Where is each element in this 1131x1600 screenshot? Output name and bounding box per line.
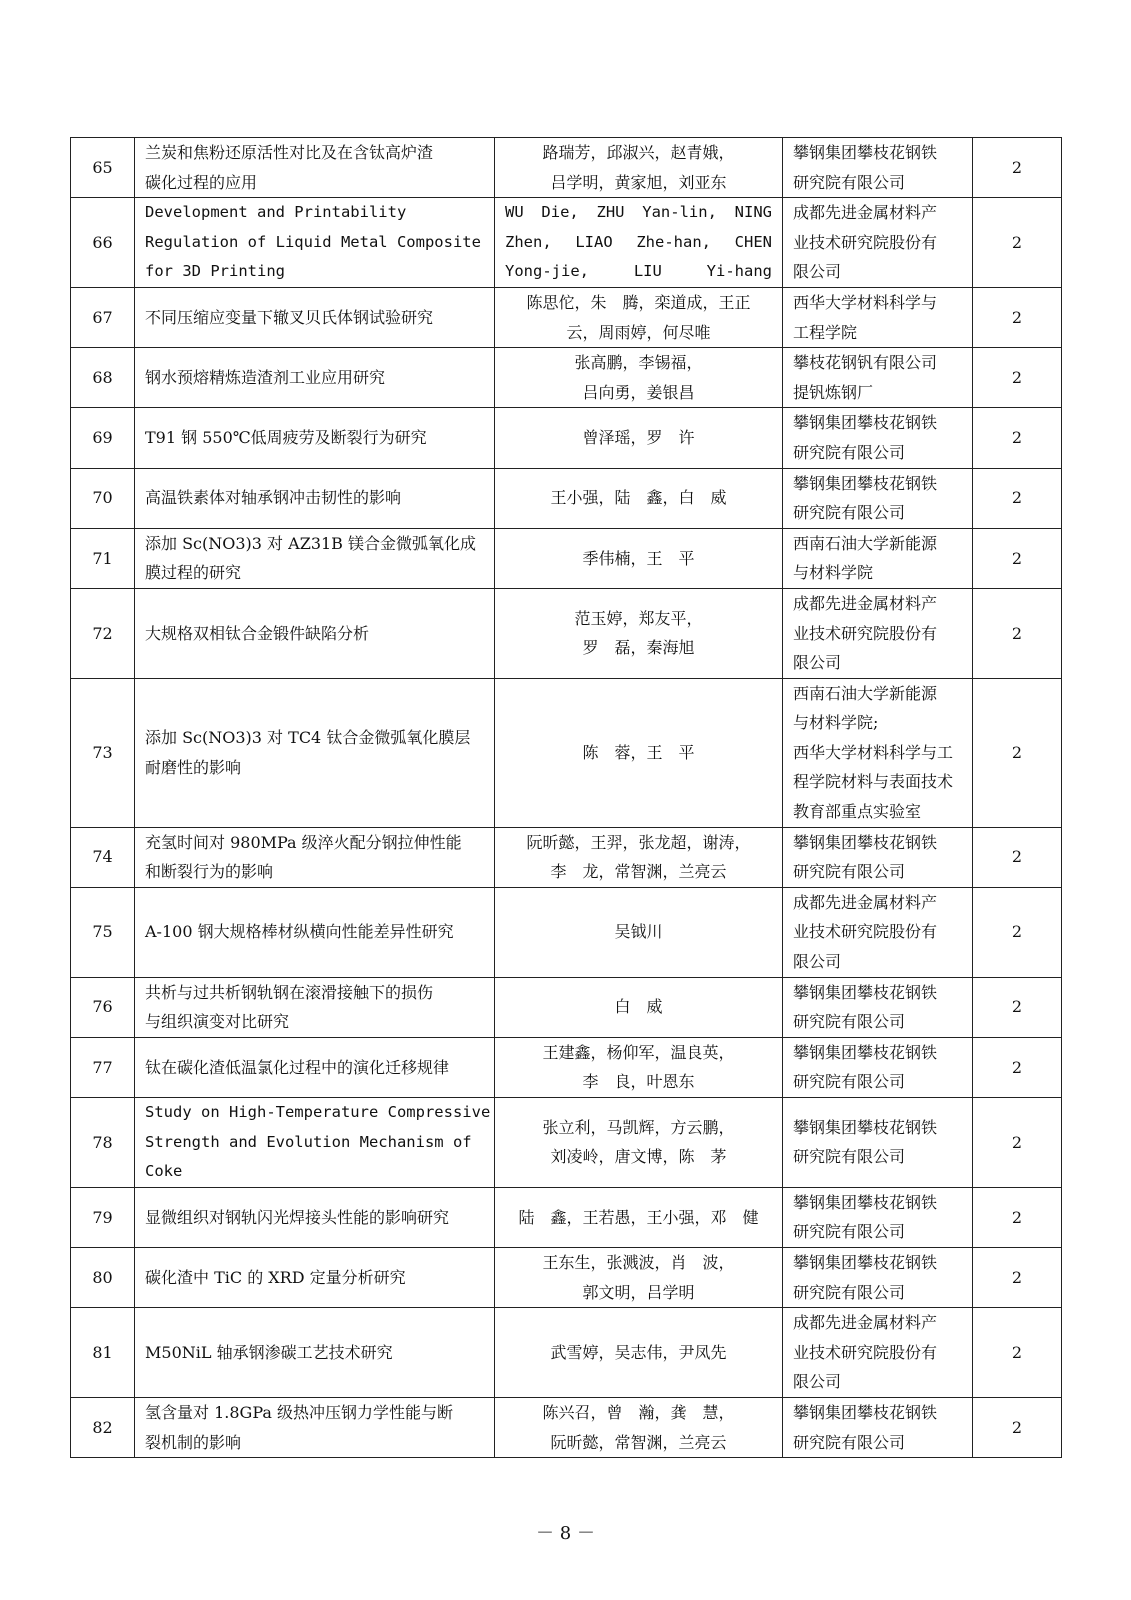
row-number: 70: [71, 468, 135, 528]
author-institution-line: 研究院有限公司: [793, 1147, 906, 1167]
author-institution-line: 与材料学院: [793, 563, 874, 583]
author-institution-line: 研究院有限公司: [793, 503, 906, 523]
table-row: [71, 1037, 1062, 1097]
author-institution-line: 业技术研究院股份有: [793, 922, 938, 942]
paper-authors-line: 范玉婷，郑友平，: [574, 608, 703, 628]
paper-authors-line: 陈思佗，朱 腾，栾道成，王正: [526, 292, 751, 312]
row-number: 65: [71, 138, 135, 198]
row-number: 81: [71, 1308, 135, 1398]
paper-title: [135, 887, 495, 977]
paper-title: [135, 588, 495, 678]
paper-authors-line: 路瑞芳，邱淑兴，赵青娥，: [542, 143, 735, 162]
author-institution: [783, 468, 973, 528]
paper-authors-line: 季伟楠，王 平: [582, 548, 695, 568]
row-number: 82: [71, 1397, 135, 1457]
author-institution: [783, 827, 973, 887]
author-institution: [783, 1308, 973, 1398]
paper-authors-line: 王建鑫，杨仰军，温良英，: [542, 1042, 735, 1062]
paper-authors: [495, 1308, 783, 1398]
paper-score: 2: [973, 1037, 1062, 1097]
paper-authors-line: 李 龙，常智渊，兰亮云: [550, 862, 727, 882]
paper-authors-line: 武雪婷，吴志伟，尹凤先: [550, 1342, 727, 1362]
author-institution: [783, 198, 973, 288]
author-institution: [783, 1397, 973, 1457]
author-institution-line: 业技术研究院股份有: [793, 1342, 938, 1362]
row-number: 77: [71, 1037, 135, 1097]
table-row: [71, 678, 1062, 827]
author-institution: [783, 1037, 973, 1097]
paper-title: [135, 528, 495, 588]
table-row: [71, 528, 1062, 588]
paper-authors: [495, 287, 783, 347]
table-row: [71, 1187, 1062, 1247]
row-number: 66: [71, 198, 135, 288]
paper-title-line: Regulation of Liquid Metal Composite: [145, 232, 481, 251]
paper-authors: [495, 1397, 783, 1457]
paper-title: [135, 138, 495, 198]
paper-title: [135, 408, 495, 468]
row-number: 67: [71, 287, 135, 347]
author-institution-line: 工程学院: [793, 322, 858, 342]
paper-score: 2: [973, 1187, 1062, 1247]
paper-title-line: 添加 Sc(NO3)3 对 AZ31B 镁合金微弧氧化成: [145, 533, 477, 553]
paper-title: [135, 827, 495, 887]
paper-title-line: M50NiL 轴承钢渗碳工艺技术研究: [145, 1342, 393, 1362]
paper-title-line: Strength and Evolution Mechanism of: [145, 1132, 472, 1151]
paper-title: [135, 1187, 495, 1247]
paper-authors-line: 陆 鑫，王若愚，王小强，邓 健: [518, 1207, 759, 1227]
paper-title-line: 膜过程的研究: [145, 563, 242, 583]
row-number: 71: [71, 528, 135, 588]
paper-title: [135, 1098, 495, 1188]
paper-title-line: 碳化过程的应用: [145, 172, 258, 192]
paper-authors: [495, 468, 783, 528]
paper-title-line: for 3D Printing: [145, 262, 285, 281]
row-number: 68: [71, 348, 135, 408]
row-number: 80: [71, 1247, 135, 1307]
author-institution: [783, 1187, 973, 1247]
paper-authors: [495, 1247, 783, 1307]
author-institution: [783, 138, 973, 198]
paper-title: [135, 287, 495, 347]
author-institution-line: 研究院有限公司: [793, 1282, 906, 1302]
table-row: [71, 1308, 1062, 1398]
author-institution-line: 业技术研究院股份有: [793, 232, 938, 252]
table-row: [71, 887, 1062, 977]
paper-title-line: 与组织演变对比研究: [145, 1012, 290, 1032]
author-institution-line: 攀钢集团攀枝花钢铁: [793, 413, 938, 433]
paper-score: 2: [973, 528, 1062, 588]
paper-title: [135, 977, 495, 1037]
paper-title: [135, 1397, 495, 1457]
paper-authors: [495, 528, 783, 588]
paper-authors-line: WU Die, ZHU Yan-lin, NING: [505, 203, 772, 222]
paper-authors-line: 张高鹏，李锡福，: [574, 353, 703, 373]
author-institution-line: 成都先进金属材料产: [793, 892, 938, 912]
paper-score: 2: [973, 348, 1062, 408]
paper-authors-line: 云，周雨婷，何尽唯: [566, 322, 711, 342]
author-institution: [783, 287, 973, 347]
table-row: [71, 827, 1062, 887]
paper-authors-line: 吕向勇，姜银昌: [582, 382, 695, 402]
page-number: － 8 －: [536, 1523, 595, 1544]
author-institution-line: 成都先进金属材料产: [793, 203, 938, 223]
author-institution: [783, 887, 973, 977]
table-row: [71, 198, 1062, 288]
author-institution-line: 与材料学院;: [793, 713, 879, 733]
paper-score: 2: [973, 1247, 1062, 1307]
table-row: [71, 1247, 1062, 1307]
author-institution: [783, 977, 973, 1037]
author-institution-line: 提钒炼钢厂: [793, 382, 874, 402]
table-row: [71, 1397, 1062, 1457]
paper-authors-line: 陈兴召，曾 瀚，龚 慧，: [542, 1402, 735, 1422]
paper-authors: [495, 1187, 783, 1247]
author-institution-line: 攀钢集团攀枝花钢铁: [793, 1117, 938, 1137]
paper-authors-line: 阮昕懿，王羿，张龙超，谢涛，: [526, 832, 751, 852]
author-institution-line: 西华大学材料科学与工: [793, 742, 954, 762]
paper-authors-line: 王小强，陆 鑫，白 威: [550, 488, 727, 508]
table-row: [71, 468, 1062, 528]
paper-title-line: 高温铁素体对轴承钢冲击韧性的影响: [145, 488, 402, 508]
author-institution-line: 业技术研究院股份有: [793, 623, 938, 643]
author-institution: [783, 1098, 973, 1188]
paper-title: [135, 1308, 495, 1398]
paper-authors-line: 白 威: [614, 997, 663, 1017]
paper-authors: [495, 678, 783, 827]
paper-authors-line: 吴钺川: [614, 922, 663, 942]
paper-title-line: 充氢时间对 980MPa 级淬火配分钢拉伸性能: [145, 832, 462, 852]
paper-authors-line: Zhen, LIAO Zhe-han, CHEN: [505, 232, 772, 251]
author-institution-line: 研究院有限公司: [793, 862, 906, 882]
author-institution-line: 研究院有限公司: [793, 1012, 906, 1032]
table-row: [71, 348, 1062, 408]
paper-authors-line: 王东生，张溅波，肖 波，: [542, 1252, 735, 1272]
row-number: 69: [71, 408, 135, 468]
author-institution-line: 攀钢集团攀枝花钢铁: [793, 1192, 938, 1212]
table-row: [71, 287, 1062, 347]
author-institution-line: 成都先进金属材料产: [793, 593, 938, 613]
paper-authors-line: 吕学明，黄家旭，刘亚东: [550, 172, 727, 192]
table-row: [71, 588, 1062, 678]
author-institution-line: 研究院有限公司: [793, 172, 906, 192]
author-institution: [783, 678, 973, 827]
paper-score: 2: [973, 1098, 1062, 1188]
paper-authors: [495, 1037, 783, 1097]
paper-title-line: Study on High-Temperature Compressive: [145, 1103, 491, 1121]
paper-authors-line: 张立利，马凯辉，方云鹏，: [542, 1117, 735, 1137]
paper-authors-line: 李 良，叶恩东: [582, 1072, 695, 1092]
paper-score: 2: [973, 1397, 1062, 1457]
author-institution-line: 攀钢集团攀枝花钢铁: [793, 832, 938, 852]
paper-authors-line: 陈 蓉，王 平: [582, 742, 695, 762]
row-number: 76: [71, 977, 135, 1037]
paper-title-line: 兰炭和焦粉还原活性对比及在含钛高炉渣: [145, 143, 434, 162]
author-institution-line: 研究院有限公司: [793, 1432, 906, 1452]
paper-title-line: 大规格双相钛合金锻件缺陷分析: [145, 623, 370, 643]
author-institution-line: 限公司: [793, 952, 842, 972]
paper-list-table: [70, 137, 1062, 1458]
author-institution-line: 限公司: [793, 653, 842, 673]
paper-title: [135, 348, 495, 408]
paper-title-line: 添加 Sc(NO3)3 对 TC4 钛合金微弧氧化膜层: [145, 728, 471, 748]
paper-score: 2: [973, 408, 1062, 468]
paper-authors: [495, 588, 783, 678]
row-number: 78: [71, 1098, 135, 1188]
paper-score: 2: [973, 887, 1062, 977]
paper-title-line: Coke: [145, 1162, 183, 1181]
paper-title-line: 不同压缩应变量下辙叉贝氏体钢试验研究: [145, 307, 434, 327]
author-institution-line: 攀钢集团攀枝花钢铁: [793, 1402, 938, 1422]
paper-title-line: 氢含量对 1.8GPa 级热冲压钢力学性能与断: [145, 1402, 453, 1422]
paper-title: [135, 678, 495, 827]
paper-list-body: [71, 138, 1062, 1458]
author-institution-line: 限公司: [793, 1372, 842, 1392]
author-institution-line: 程学院材料与表面技术: [793, 772, 954, 792]
author-institution-line: 成都先进金属材料产: [793, 1313, 938, 1333]
paper-title-line: 裂机制的影响: [145, 1432, 242, 1452]
author-institution-line: 研究院有限公司: [793, 1222, 906, 1242]
author-institution-line: 西南石油大学新能源: [793, 683, 938, 703]
paper-score: 2: [973, 977, 1062, 1037]
author-institution-line: 西华大学材料科学与: [793, 292, 938, 312]
paper-title-line: 钛在碳化渣低温氯化过程中的演化迁移规律: [145, 1057, 450, 1077]
paper-authors: [495, 827, 783, 887]
paper-authors-line: 刘凌岭，唐文博，陈 茅: [550, 1147, 727, 1167]
paper-score: 2: [973, 287, 1062, 347]
row-number: 72: [71, 588, 135, 678]
author-institution-line: 限公司: [793, 262, 842, 282]
author-institution-line: 研究院有限公司: [793, 1072, 906, 1092]
paper-title-line: A-100 钢大规格棒材纵横向性能差异性研究: [145, 922, 454, 942]
paper-title-line: 共析与过共析钢轨钢在滚滑接触下的损伤: [145, 982, 434, 1002]
author-institution-line: 研究院有限公司: [793, 442, 906, 462]
paper-authors: [495, 887, 783, 977]
paper-score: 2: [973, 827, 1062, 887]
author-institution: [783, 528, 973, 588]
paper-authors-line: Yong-jie, LIU Yi-hang: [505, 262, 772, 281]
paper-authors: [495, 408, 783, 468]
paper-title-line: 耐磨性的影响: [145, 757, 242, 777]
paper-score: 2: [973, 198, 1062, 288]
row-number: 75: [71, 887, 135, 977]
paper-authors-line: 曾泽瑶，罗 许: [582, 428, 695, 448]
paper-score: 2: [973, 138, 1062, 198]
paper-title-line: 和断裂行为的影响: [145, 862, 274, 882]
paper-title: [135, 468, 495, 528]
paper-authors-line: 阮昕懿，常智渊，兰亮云: [550, 1432, 727, 1452]
paper-score: 2: [973, 588, 1062, 678]
author-institution-line: 攀钢集团攀枝花钢铁: [793, 143, 938, 162]
author-institution-line: 攀钢集团攀枝花钢铁: [793, 1042, 938, 1062]
paper-title-line: Development and Printability: [145, 203, 407, 222]
paper-title-line: 钢水预熔精炼造渣剂工业应用研究: [145, 367, 386, 387]
author-institution: [783, 1247, 973, 1307]
author-institution-line: 教育部重点实验室: [793, 802, 922, 822]
paper-title: [135, 198, 495, 288]
paper-title-line: 显微组织对钢轨闪光焊接头性能的影响研究: [145, 1207, 450, 1227]
author-institution-line: 攀钢集团攀枝花钢铁: [793, 982, 938, 1002]
paper-authors: [495, 138, 783, 198]
author-institution: [783, 408, 973, 468]
paper-authors-line: 郭文明，吕学明: [582, 1282, 695, 1302]
paper-authors: [495, 198, 783, 288]
row-number: 79: [71, 1187, 135, 1247]
paper-score: 2: [973, 678, 1062, 827]
paper-score: 2: [973, 468, 1062, 528]
paper-title-line: 碳化渣中 TiC 的 XRD 定量分析研究: [145, 1267, 406, 1287]
table-row: [71, 977, 1062, 1037]
author-institution-line: 攀钢集团攀枝花钢铁: [793, 473, 938, 493]
paper-authors-line: 罗 磊，秦海旭: [582, 638, 695, 658]
paper-authors: [495, 977, 783, 1037]
author-institution-line: 攀钢集团攀枝花钢铁: [793, 1252, 938, 1272]
paper-authors: [495, 1098, 783, 1188]
row-number: 73: [71, 678, 135, 827]
paper-score: 2: [973, 1308, 1062, 1398]
paper-title: [135, 1247, 495, 1307]
table-row: [71, 1098, 1062, 1188]
row-number: 74: [71, 827, 135, 887]
paper-title-line: T91 钢 550℃低周疲劳及断裂行为研究: [145, 428, 427, 448]
paper-authors: [495, 348, 783, 408]
author-institution: [783, 588, 973, 678]
author-institution: [783, 348, 973, 408]
table-row: [71, 138, 1062, 198]
table-row: [71, 408, 1062, 468]
paper-title: [135, 1037, 495, 1097]
author-institution-line: 西南石油大学新能源: [793, 533, 938, 553]
author-institution-line: 攀枝花钢钒有限公司: [793, 353, 938, 373]
